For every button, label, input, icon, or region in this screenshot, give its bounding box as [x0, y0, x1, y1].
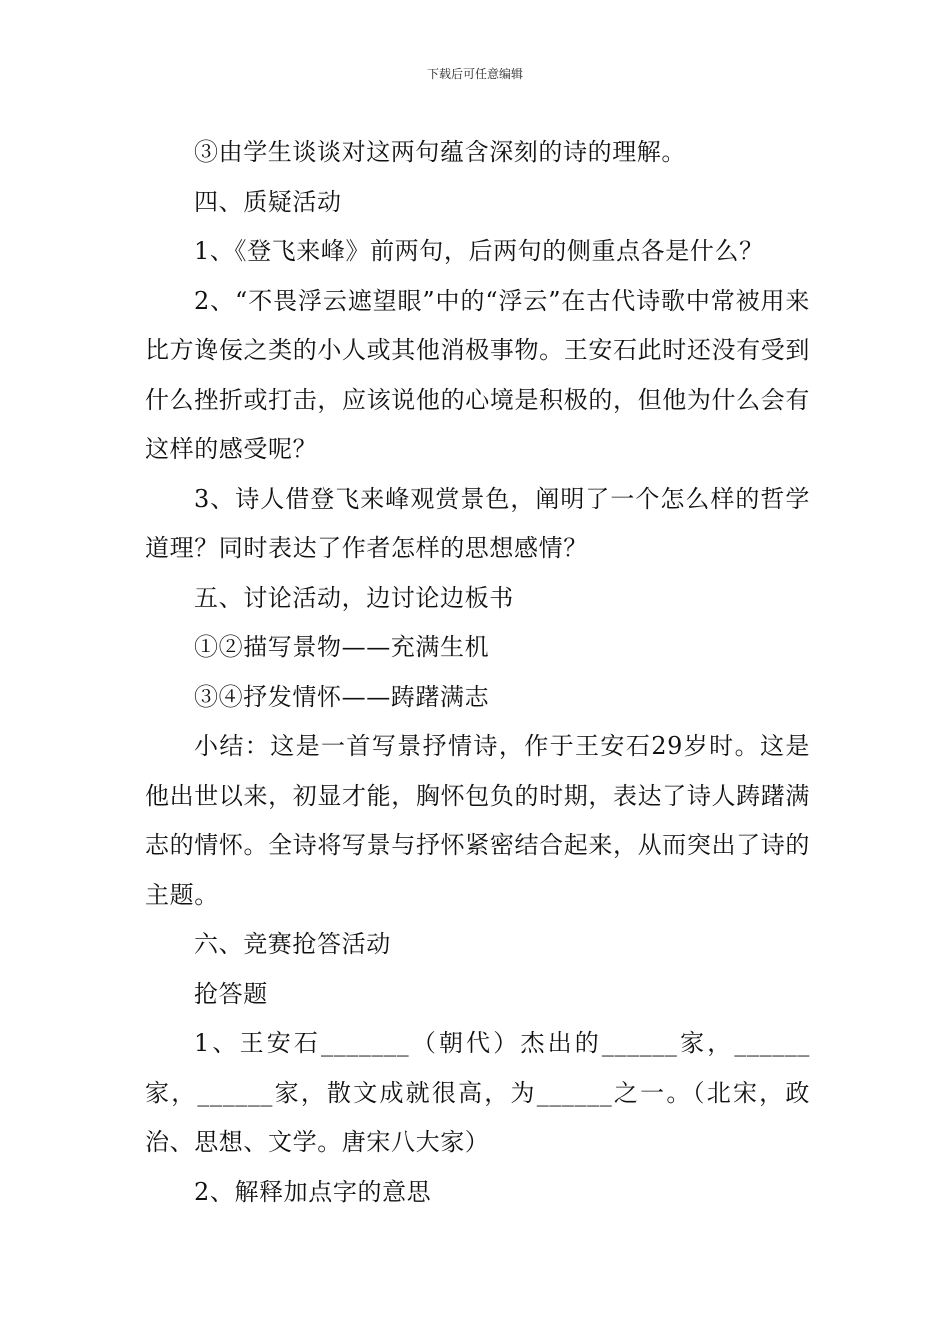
- quiz-question-2: 2、解释加点字的意思: [194, 1177, 432, 1206]
- section-heading-discussion: 五、讨论活动，边讨论边板书: [194, 583, 514, 612]
- question-2: 2、“不畏浮云遮望眼”中的“浮云”在古代诗歌中常被用来比方谗佞之类的小人或其他消极事物。王安石此时还没有受到什么挫折或打击，应该说他的心境是积极的，但他为什么会有这样的感受呢？: [145, 286, 810, 463]
- question-3: 3、诗人借登飞来峰观赏景色，阐明了一个怎么样的哲学道理？同时表达了作者怎样的思想感情？: [145, 484, 810, 562]
- quiz-question-1: 1、王安石_______（朝代）杰出的______家，______家，______家，散文成就很高，为______之一。（北宋，政治、思想、文学。唐宋八大家）: [145, 1029, 810, 1156]
- section-heading-questioning: 四、质疑活动: [194, 187, 342, 216]
- document-body: [145, 128, 810, 1217]
- page-header: 下载后可任意编辑: [426, 67, 523, 81]
- section-heading-contest: 六、竞赛抢答活动: [194, 930, 391, 958]
- board-note-2: ③④抒发情怀——踌躇满志: [194, 682, 490, 711]
- board-note-1: ①②描写景物——充满生机: [194, 633, 490, 661]
- summary-paragraph: 小结：这是一首写景抒情诗，作于王安石29岁时。这是他出世以来，初显才能，胸怀包负的时期，表达了诗人踌躇满志的情怀。全诗将写景与抒怀紧密结合起来，从而突出了诗的主题。: [145, 732, 810, 909]
- quiz-heading: 抢答题: [194, 979, 268, 1008]
- question-1: 1、《登飞来峰》前两句，后两句的侧重点各是什么？: [194, 237, 764, 265]
- paragraph-poem-understanding: ③由学生谈谈对这两句蕴含深刻的诗的理解。: [194, 138, 686, 166]
